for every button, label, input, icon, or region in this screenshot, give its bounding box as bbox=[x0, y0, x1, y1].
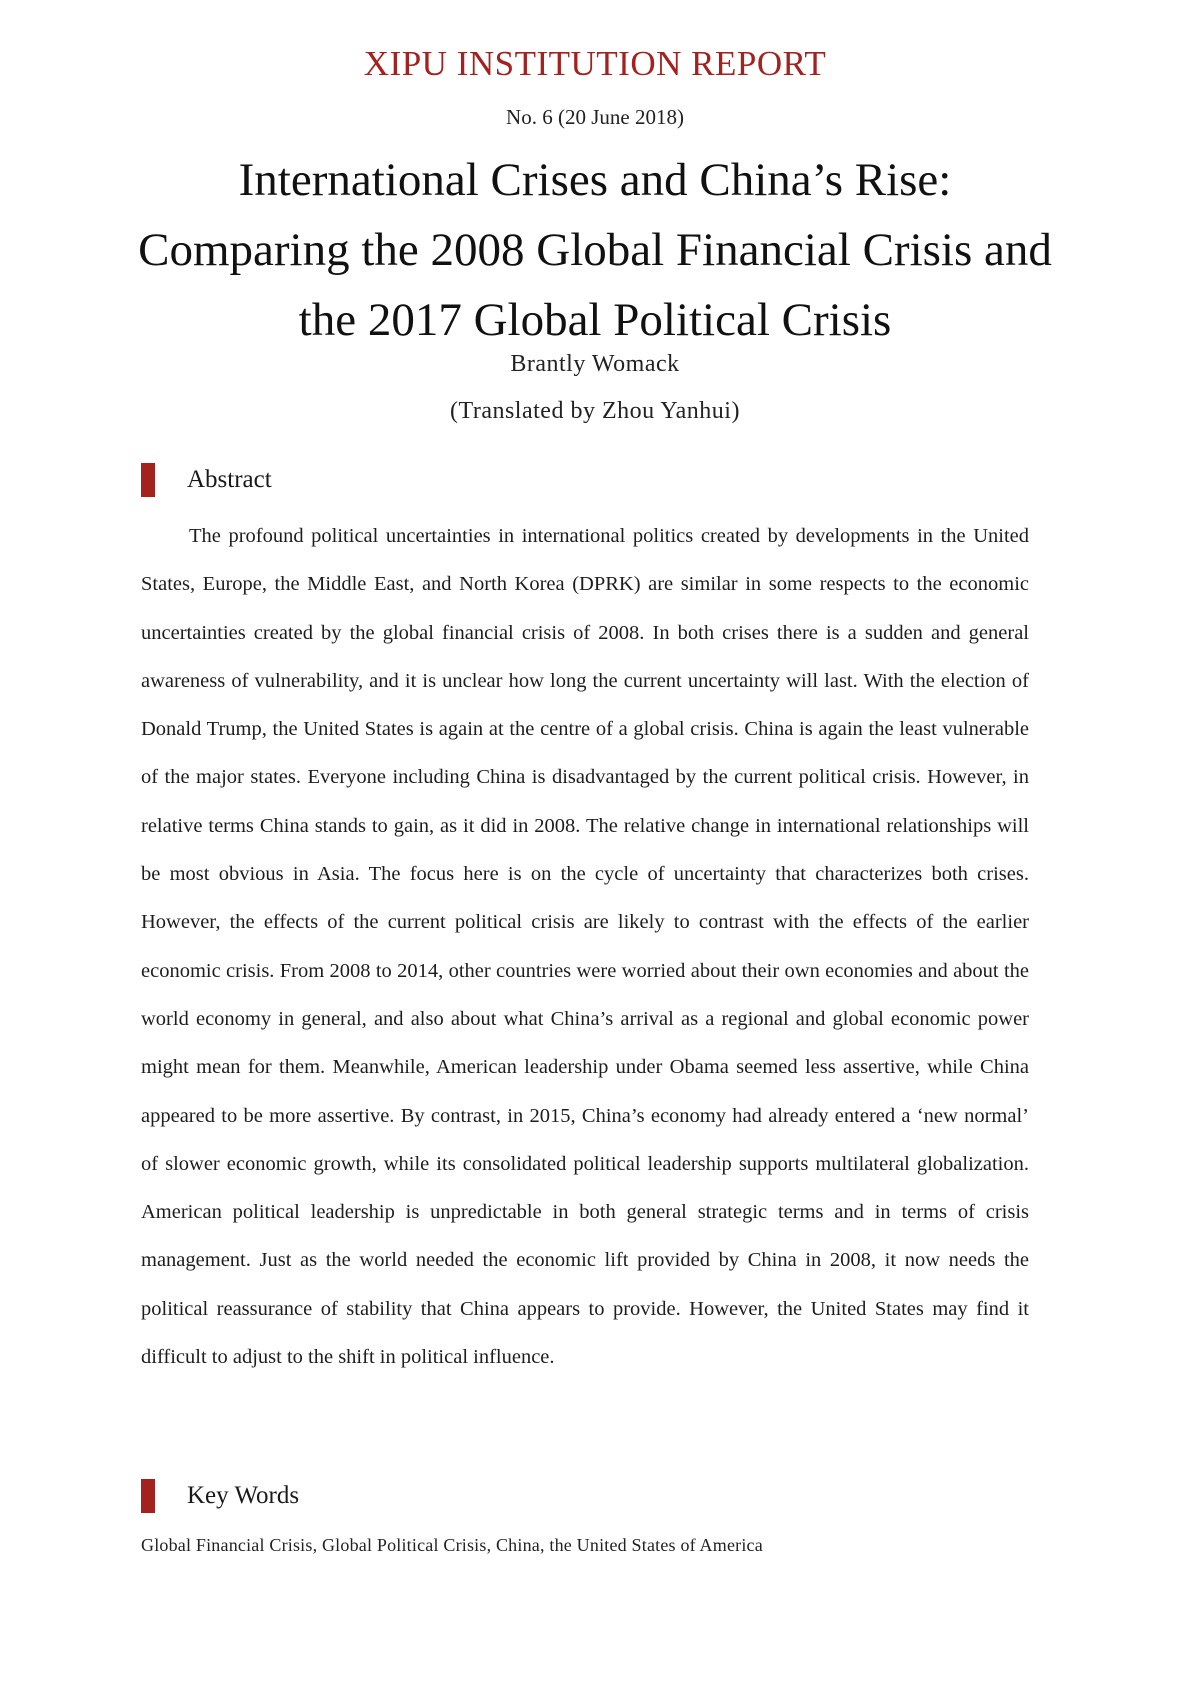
abstract-heading-label: Abstract bbox=[187, 466, 272, 493]
article-title-line: International Crises and China’s Rise: bbox=[238, 154, 952, 206]
keywords-heading-label: Key Words bbox=[187, 1482, 300, 1509]
report-number: No. 6 (20 June 2018) bbox=[506, 105, 684, 129]
keywords-heading bbox=[141, 1478, 299, 1514]
abstract-heading bbox=[141, 462, 272, 498]
abstract-body: The profound political uncertainties in international politics created by developments in the United States, Europe, the Middle East, and North Korea (DPRK) are similar in some respects to the economic uncertainties created by the global financial crisis of 2008. In both crises there is a sudden and general awareness of vulnerability, and it is unclear how long the current uncertainty will last. With the election of Donald Trump, the United States is again at the centre of a global crisis. China is again the least vulnerable of the major states. Everyone including China is disadvantaged by the current political crisis. However, in relative terms China stands to gain, as it did in 2008. The relative change in international relationships will be most obvious in Asia. The focus here is on the cycle of uncertainty that characterizes both crises. However, the effects of the current political crisis are likely to contrast with the effects of the earlier economic crisis. From 2008 to 2014, other countries were worried about their own economies and about the world economy in general, and also about what China’s arrival as a regional and global economic power might mean for them. Meanwhile, American leadership under Obama seemed less assertive, while China appeared to be more assertive. By contrast, in 2015, China’s economy had already entered a ‘new normal’ of slower economic growth, while its consolidated political leadership supports multilateral globalization. American political leadership is unpredictable in both general strategic terms and in terms of crisis management. Just as the world needed the economic lift provided by China in 2008, it now needs the political reassurance of stability that China appears to provide. However, the United States may find it difficult to adjust to the shift in political influence. bbox=[141, 525, 1029, 1369]
keywords-list: Global Financial Crisis, Global Political Crisis, China, the United States of America bbox=[141, 1535, 763, 1555]
translator-credit: (Translated by Zhou Yanhui) bbox=[450, 398, 740, 424]
section-marker-bar bbox=[141, 463, 155, 497]
article-title bbox=[80, 145, 1110, 355]
section-marker-bar bbox=[141, 1479, 155, 1513]
author-name: Brantly Womack bbox=[510, 351, 680, 377]
article-title-line: the 2017 Global Political Crisis bbox=[298, 294, 892, 346]
report-title: XIPU INSTITUTION REPORT bbox=[363, 44, 827, 83]
article-title-line: Comparing the 2008 Global Financial Crisis and bbox=[138, 224, 1052, 276]
